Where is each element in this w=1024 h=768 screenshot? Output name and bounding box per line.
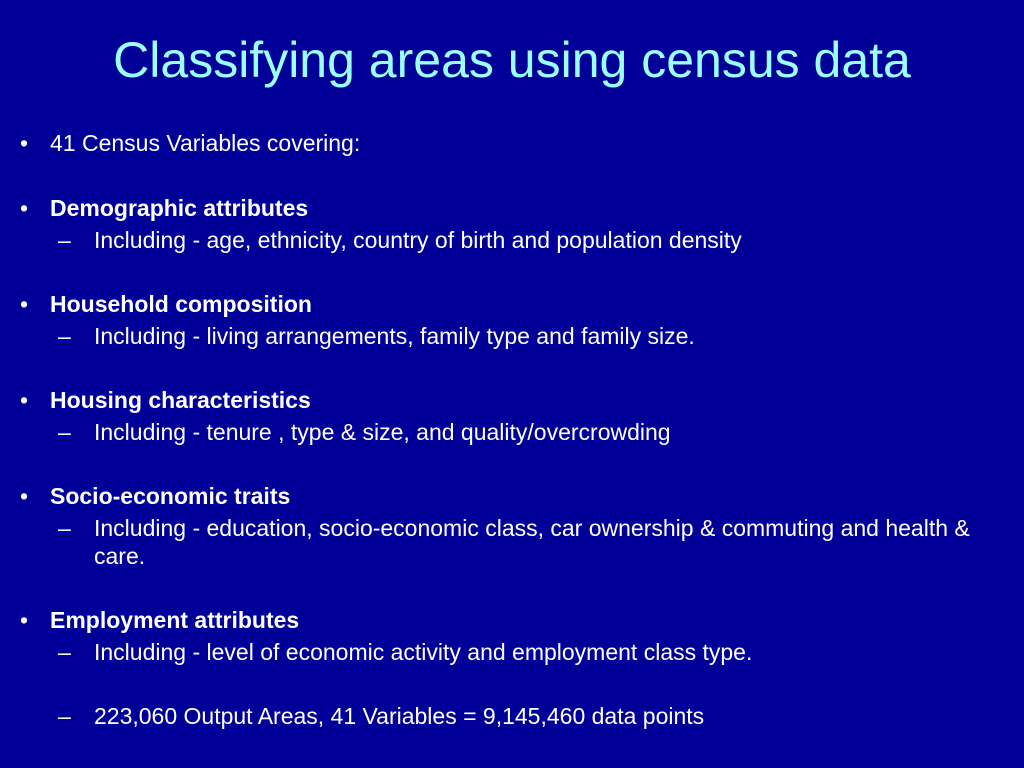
section-heading-text: Socio-economic traits	[50, 483, 291, 509]
dash-icon: –	[58, 323, 71, 349]
section-detail-text: Including - living arrangements, family type and family size.	[94, 323, 695, 349]
section-heading-socio-economic	[20, 481, 1015, 511]
dash-icon: –	[58, 515, 71, 541]
section-detail-demographic	[20, 226, 1015, 254]
bullet-icon: •	[20, 291, 29, 317]
bullet-icon: •	[20, 195, 29, 221]
spacer	[20, 158, 1015, 193]
slide-content	[20, 128, 1015, 730]
section-detail-text: Including - education, socio-economic class, car ownership & commuting and health & care.	[94, 515, 970, 569]
section-detail-text: Including - age, ethnicity, country of birth and population density	[94, 227, 742, 253]
slide-title: Classifying areas using census data	[113, 32, 911, 88]
summary-line	[20, 702, 1015, 730]
section-heading-household	[20, 289, 1015, 319]
dash-icon: –	[58, 227, 71, 253]
section-heading-employment	[20, 605, 1015, 635]
section-detail-socio-economic	[20, 514, 1015, 570]
section-detail-text: Including - level of economic activity and employment class type.	[94, 639, 753, 665]
section-heading-housing	[20, 385, 1015, 415]
summary-text: 223,060 Output Areas, 41 Variables = 9,145,460 data points	[94, 703, 705, 729]
bullet-icon: •	[20, 387, 29, 413]
dash-icon: –	[58, 639, 71, 665]
bullet-icon: •	[20, 483, 29, 509]
bullet-icon: •	[20, 130, 29, 156]
spacer	[20, 570, 1015, 605]
intro-item	[20, 128, 1015, 158]
section-detail-employment	[20, 638, 1015, 666]
section-heading-text: Employment attributes	[50, 607, 300, 633]
bullet-icon: •	[20, 607, 29, 633]
spacer	[20, 350, 1015, 385]
section-heading-text: Household composition	[50, 291, 312, 317]
dash-icon: –	[58, 419, 71, 445]
section-heading-text: Housing characteristics	[50, 387, 311, 413]
spacer	[20, 446, 1015, 481]
intro-text: 41 Census Variables covering:	[50, 130, 361, 156]
section-detail-text: Including - tenure , type & size, and quality/overcrowding	[94, 419, 671, 445]
section-detail-housing	[20, 418, 1015, 446]
section-detail-household	[20, 322, 1015, 350]
dash-icon: –	[58, 703, 71, 729]
spacer	[20, 666, 1015, 699]
section-heading-text: Demographic attributes	[50, 195, 309, 221]
spacer	[20, 254, 1015, 289]
section-heading-demographic	[20, 193, 1015, 223]
